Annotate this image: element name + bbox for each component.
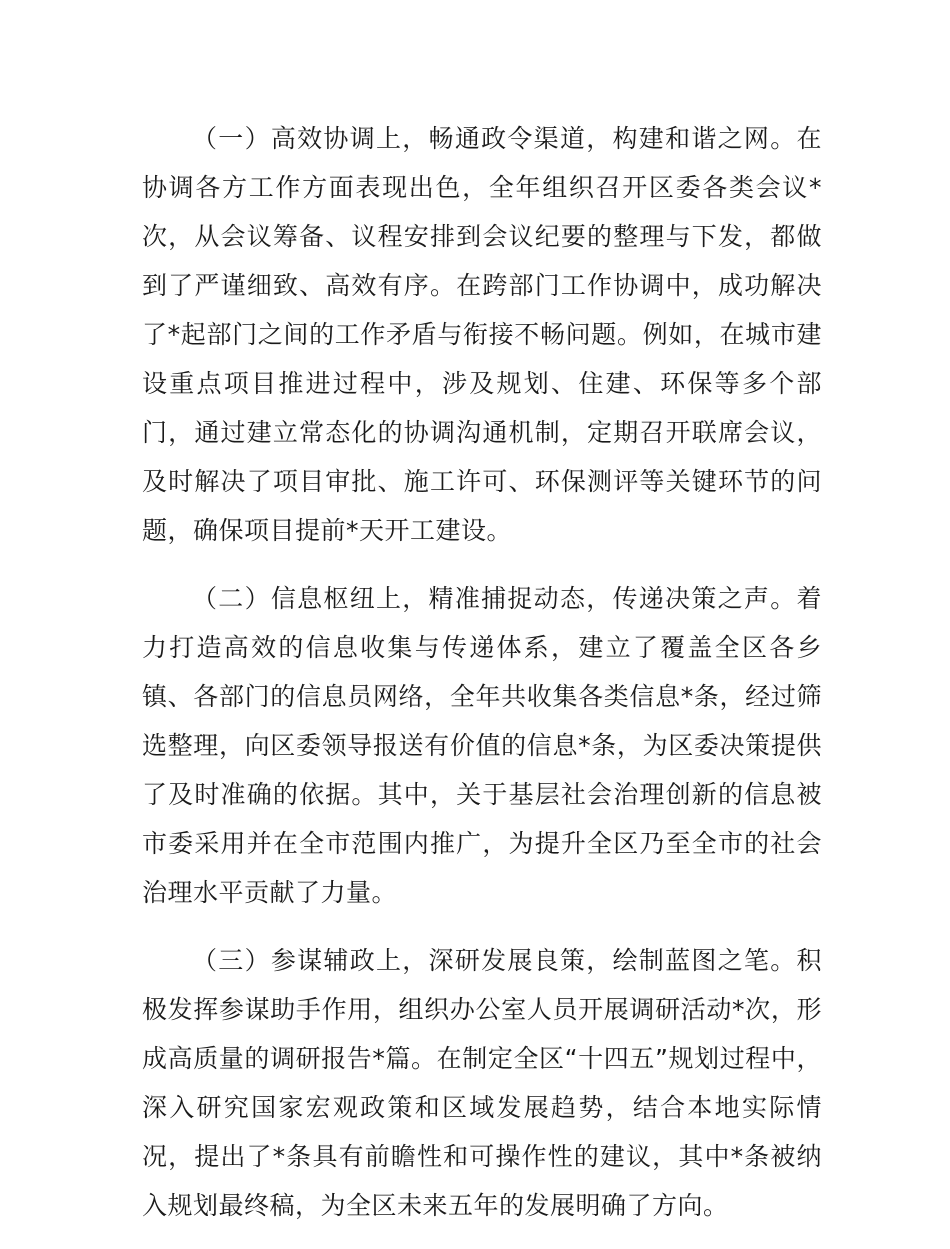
paragraph-efficient-coordination: （一）高效协调上，畅通政令渠道，构建和谐之网。在协调各方工作方面表现出色，全年组织召开区委各类会议*次，从会议筹备、议程安排到会议纪要的整理与下发，都做到了严谨细致、高效有序。在跨部门工作协调中，成功解决了*起部门之间的工作矛盾与衔接不畅问题。例如，在城市建设重点项目推进过程中，涉及规划、住建、环保等多个部门，通过建立常态化的协调沟通机制，定期召开联席会议，及时解决了项目审批、施工许可、环保测评等关键环节的问题，确保项目提前*天开工建设。 [142, 124, 822, 545]
paragraph-information-hub: （二）信息枢纽上，精准捕捉动态，传递决策之声。着力打造高效的信息收集与传递体系，建立了覆盖全区各乡镇、各部门的信息员网络，全年共收集各类信息*条，经过筛选整理，向区委领导报送有价值的信息*条，为区委决策提供了及时准确的依据。其中，关于基层社会治理创新的信息被市委采用并在全市范围内推广，为提升全区乃至全市的社会治理水平贡献了力量。 [142, 584, 822, 907]
paragraph-advisory-support: （三）参谋辅政上，深研发展良策，绘制蓝图之笔。积极发挥参谋助手作用，组织办公室人员开展调研活动*次，形成高质量的调研报告*篇。在制定全区“十四五”规划过程中，深入研究国家宏观政策和区域发展趋势，结合本地实际情况，提出了*条具有前瞻性和可操作性的建议，其中*条被纳入规划最终稿，为全区未来五年的发展明确了方向。 [142, 946, 822, 1220]
document-body [142, 114, 822, 1249]
